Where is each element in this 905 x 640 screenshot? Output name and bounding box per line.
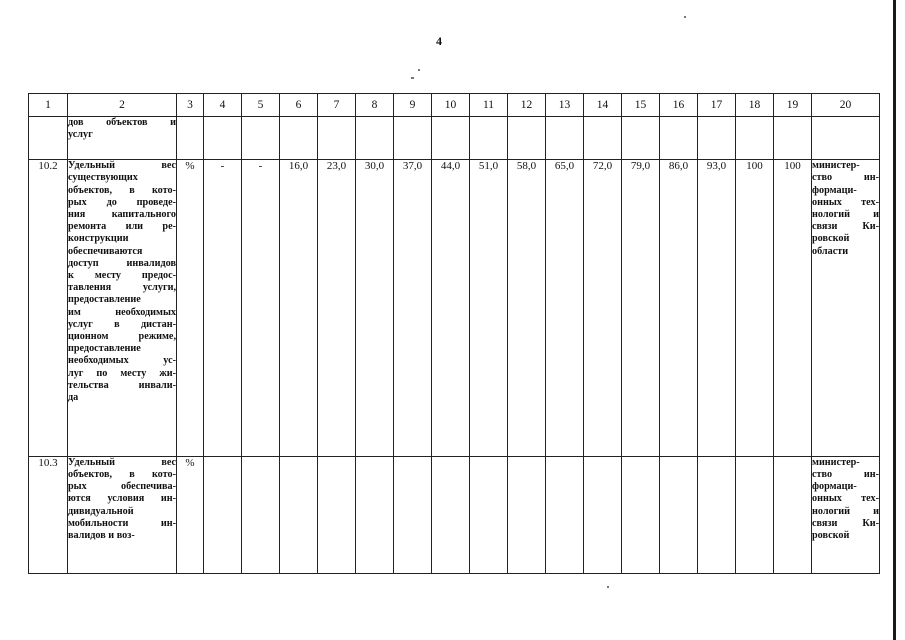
cell-value	[280, 456, 318, 573]
cell-value: 65,0	[546, 160, 584, 457]
cell-value	[736, 117, 774, 160]
cell-value	[204, 117, 242, 160]
cell-unit: %	[177, 160, 204, 457]
cell-value	[356, 456, 394, 573]
text-line: области	[812, 245, 849, 257]
text-line: предоставление	[68, 343, 141, 355]
cell-value: 93,0	[698, 160, 736, 457]
text-line: доступ инвалидов	[68, 257, 176, 269]
cell-value	[318, 117, 356, 160]
column-number-8: 8	[356, 94, 394, 117]
cell-value	[432, 117, 470, 160]
cell-value	[660, 117, 698, 160]
cell-responsible	[812, 456, 880, 573]
column-number-19: 19	[774, 94, 812, 117]
cell-value	[698, 117, 736, 160]
cell-value	[394, 117, 432, 160]
cell-value	[508, 456, 546, 573]
text-line: рых до проведе-	[68, 196, 176, 208]
column-number-14: 14	[584, 94, 622, 117]
column-number-row	[29, 94, 880, 117]
cell-value	[470, 456, 508, 573]
text-line: Удельный вес	[68, 160, 176, 172]
text-line: существующих	[68, 172, 138, 184]
text-line: предоставление	[68, 294, 141, 306]
text-line: рых обеспечива-	[68, 481, 176, 493]
scan-speck	[607, 586, 609, 588]
text-line: ство ин-	[812, 468, 879, 480]
text-line: онных тех-	[812, 196, 879, 208]
text-line: тельства инвали-	[68, 379, 176, 391]
column-number-17: 17	[698, 94, 736, 117]
text-line: нологий и	[812, 208, 879, 220]
cell-value	[432, 456, 470, 573]
cell-value	[698, 456, 736, 573]
text-line: нологий и	[812, 505, 879, 517]
text-line: объектов, в кото-	[68, 468, 176, 480]
cell-value: 86,0	[660, 160, 698, 457]
column-number-7: 7	[318, 94, 356, 117]
cell-value	[774, 117, 812, 160]
text-line: онных тех-	[812, 493, 879, 505]
table-row-continuation	[29, 117, 880, 160]
cell-value	[280, 117, 318, 160]
cell-description	[68, 456, 177, 573]
cell-value: 44,0	[432, 160, 470, 457]
scan-edge-line	[893, 0, 896, 640]
text-line: к месту предос-	[68, 269, 176, 281]
cell-number: 10.2	[29, 160, 68, 457]
cell-value: 100	[736, 160, 774, 457]
text-line: связи Ки-	[812, 221, 879, 233]
column-number-10: 10	[432, 94, 470, 117]
column-number-1: 1	[29, 94, 68, 117]
cell-value: 79,0	[622, 160, 660, 457]
cell-value	[660, 456, 698, 573]
cell-value	[470, 117, 508, 160]
column-number-12: 12	[508, 94, 546, 117]
cell-unit	[177, 117, 204, 160]
cell-value: 23,0	[318, 160, 356, 457]
text-line: связи Ки-	[812, 517, 879, 529]
scan-speck	[418, 69, 420, 71]
cell-value	[736, 456, 774, 573]
column-number-13: 13	[546, 94, 584, 117]
table-row-10-2	[29, 160, 880, 457]
cell-description	[68, 160, 177, 457]
column-number-4: 4	[204, 94, 242, 117]
text-line: да	[68, 391, 79, 403]
cell-value	[584, 117, 622, 160]
cell-value	[584, 456, 622, 573]
text-line: ремонта или ре-	[68, 221, 176, 233]
column-number-6: 6	[280, 94, 318, 117]
text-line: формаци-	[812, 481, 857, 493]
text-line: валидов и воз-	[68, 529, 135, 541]
column-number-16: 16	[660, 94, 698, 117]
text-line: министер-	[812, 160, 860, 172]
cell-value	[546, 456, 584, 573]
cell-value	[242, 456, 280, 573]
cell-value	[394, 456, 432, 573]
page-number: 4	[436, 34, 442, 48]
column-number-5: 5	[242, 94, 280, 117]
cell-value: 72,0	[584, 160, 622, 457]
text-line: тавления услуги,	[68, 282, 176, 294]
text-line: ния капитального	[68, 208, 176, 220]
column-number-15: 15	[622, 94, 660, 117]
cell-value	[622, 456, 660, 573]
indicator-table	[28, 93, 880, 574]
text-line: мобильности ин-	[68, 517, 176, 529]
text-line: луг по месту жи-	[68, 367, 176, 379]
cell-description	[68, 117, 177, 160]
cell-value	[622, 117, 660, 160]
text-line: ционном режиме,	[68, 330, 176, 342]
column-number-18: 18	[736, 94, 774, 117]
text-line: Удельный вес	[68, 456, 176, 468]
cell-value	[508, 117, 546, 160]
cell-value	[242, 117, 280, 160]
scan-speck	[411, 77, 414, 79]
column-number-2: 2	[68, 94, 177, 117]
column-number-20: 20	[812, 94, 880, 117]
cell-value: 16,0	[280, 160, 318, 457]
scan-speck	[684, 16, 686, 18]
cell-value: -	[242, 160, 280, 457]
column-number-11: 11	[470, 94, 508, 117]
text-line: дивидуальной	[68, 505, 134, 517]
cell-value	[356, 117, 394, 160]
cell-value	[318, 456, 356, 573]
text-line: дов объектов и	[68, 117, 176, 129]
cell-value: 37,0	[394, 160, 432, 457]
cell-value: 30,0	[356, 160, 394, 457]
text-line: формаци-	[812, 184, 857, 196]
cell-value	[546, 117, 584, 160]
cell-value: 58,0	[508, 160, 546, 457]
cell-value	[774, 456, 812, 573]
column-number-9: 9	[394, 94, 432, 117]
cell-responsible	[812, 117, 880, 160]
cell-value	[204, 456, 242, 573]
cell-unit: %	[177, 456, 204, 573]
cell-value: 51,0	[470, 160, 508, 457]
text-line: необходимых ус-	[68, 355, 176, 367]
text-line: министер-	[812, 456, 860, 468]
text-line: конструкции	[68, 233, 129, 245]
cell-responsible	[812, 160, 880, 457]
text-line: обеспечиваются	[68, 245, 143, 257]
text-line: ровской	[812, 529, 850, 541]
cell-number: 10.3	[29, 456, 68, 573]
cell-value: -	[204, 160, 242, 457]
cell-value: 100	[774, 160, 812, 457]
table-row-10-3	[29, 456, 880, 573]
text-line: услуг в дистан-	[68, 318, 176, 330]
text-line: объектов, в кото-	[68, 184, 176, 196]
text-line: ство ин-	[812, 172, 879, 184]
text-line: им необходимых	[68, 306, 176, 318]
text-line: ровской	[812, 233, 850, 245]
column-number-3: 3	[177, 94, 204, 117]
text-line: ются условия ин-	[68, 493, 176, 505]
text-line: услуг	[68, 129, 93, 141]
cell-number	[29, 117, 68, 160]
